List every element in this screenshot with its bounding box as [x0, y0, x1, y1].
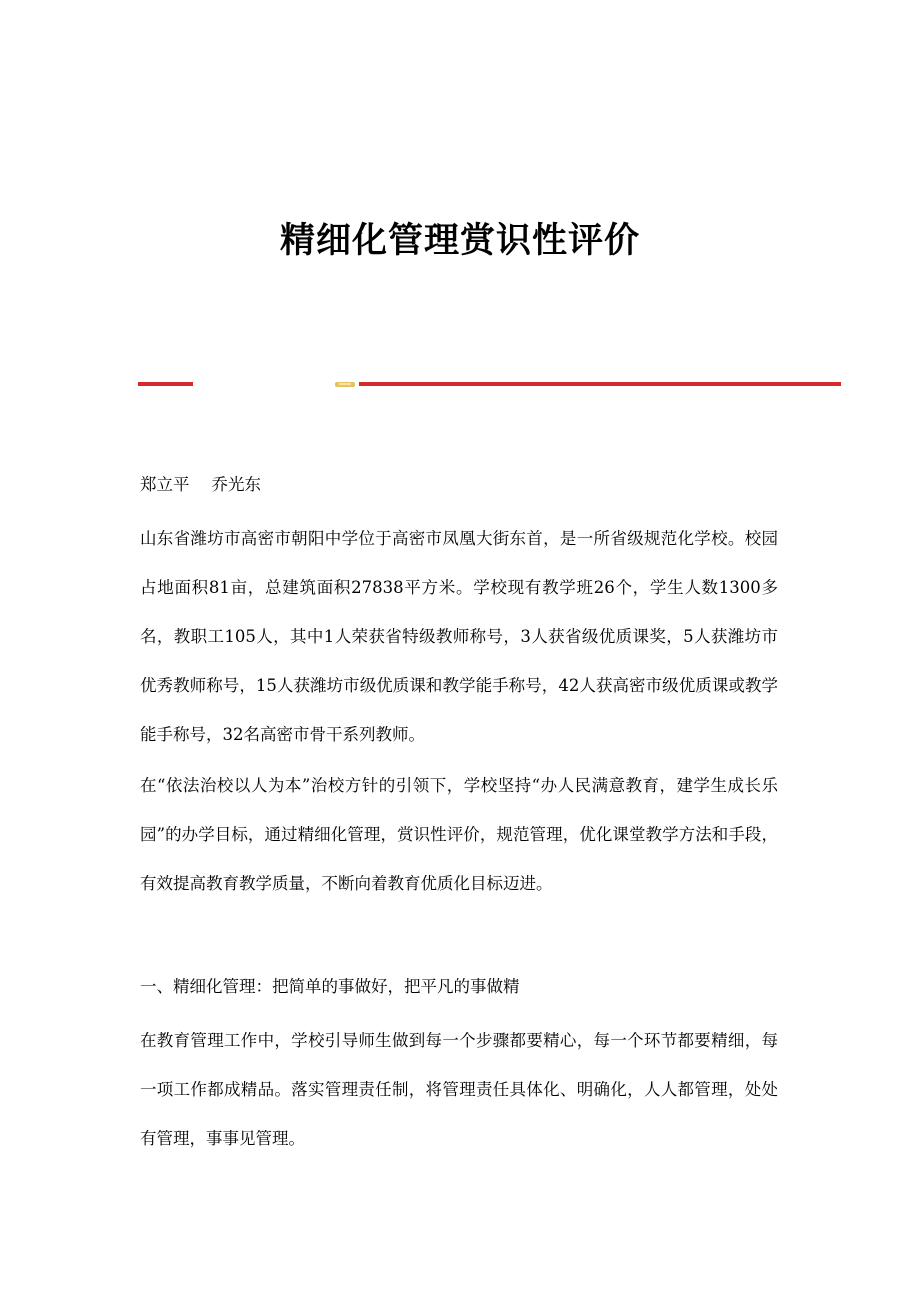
author-name: 乔光东: [211, 475, 261, 494]
author-name: 郑立平: [140, 475, 190, 494]
divider-line-right: [359, 382, 841, 386]
divider-line-left: [138, 382, 193, 386]
author-line: [140, 460, 778, 509]
section-heading: 一、精细化管理：把简单的事做好，把平凡的事做精: [140, 977, 520, 996]
title-divider: [138, 380, 841, 388]
paragraph-management: 在教育管理工作中，学校引导师生做到每一个步骤都要精心，每一个环节都要精细，每一项工作都成精品。落实管理责任制，将管理责任具体化、明确化，人人都管理，处处有管理，事事见管理。: [140, 1031, 778, 1148]
document-title: 精细化管理赏识性评价: [279, 221, 640, 261]
divider-ornament-icon: [335, 382, 355, 387]
paragraph-school-intro: 山东省潍坊市高密市朝阳中学位于高密市凤凰大街东首，是一所省级规范化学校。校园占地面积81亩，总建筑面积27838平方米。学校现有教学班26个，学生人数1300多名，教职工105人，其中1人荣获省特级教师称号，3人获省级优质课奖，5人获潍坊市优秀教师称号，15人获潍坊市级优质课和教学能手称号，42人获高密市级优质课或教学能手称号，32名高密市骨干系列教师。: [140, 529, 778, 744]
paragraph-school-philosophy: 在“依法治校以人为本”治校方针的引领下，学校坚持“办人民满意教育，建学生成长乐园”的办学目标，通过精细化管理，赏识性评价，规范管理，优化课堂教学方法和手段，有效提高教育教学质量，不断向着教育优质化目标迈进。: [140, 776, 778, 893]
